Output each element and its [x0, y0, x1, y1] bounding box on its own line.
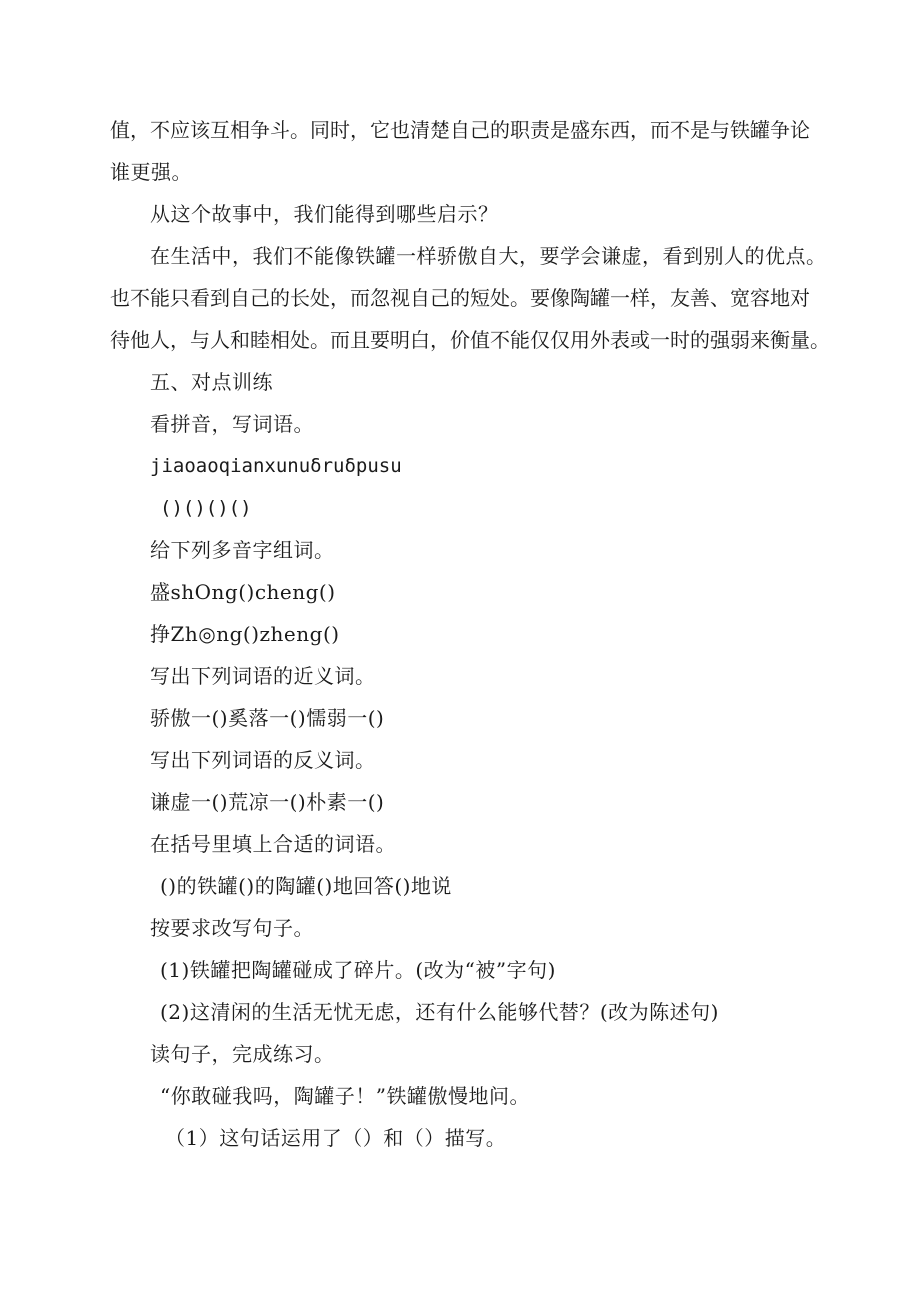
paragraph-line: 待他人，与人和睦相处。而且要明白，价值不能仅仅用外表或一时的强弱来衡量。	[110, 328, 830, 352]
exercise-item: (2)这清闲的生活无忧无虑，还有什么能够代替？(改为陈述句)	[160, 1000, 719, 1024]
exercise-item: （1）这句话运用了（）和（）描写。	[165, 1126, 507, 1150]
paragraph-line: 值，不应该互相争斗。同时，它也清楚自己的职责是盛东西，而不是与铁罐争论	[110, 118, 810, 142]
exercise-instruction: 读句子，完成练习。	[150, 1042, 335, 1066]
section-heading: 五、对点训练	[150, 370, 273, 394]
exercise-instruction: 在括号里填上合适的词语。	[150, 832, 396, 856]
exercise-item: (1)铁罐把陶罐碰成了碎片。(改为“被”字句)	[160, 958, 556, 982]
exercise-item: 盛shOng()cheng()	[150, 580, 336, 604]
exercise-instruction: 看拼音，写词语。	[150, 412, 314, 436]
answer-blanks: ()()()()	[160, 497, 252, 519]
paragraph-line: 在生活中，我们不能像铁罐一样骄傲自大，要学会谦虚，看到别人的优点。	[150, 244, 827, 268]
paragraph-line: 谁更强。	[110, 160, 192, 184]
exercise-instruction: 按要求改写句子。	[150, 916, 314, 940]
paragraph-line: 从这个故事中，我们能得到哪些启示？	[150, 202, 499, 226]
exercise-item: 挣Zh◎ng()zheng()	[150, 622, 340, 646]
exercise-instruction: 写出下列词语的反义词。	[150, 748, 376, 772]
paragraph-line: 也不能只看到自己的长处，而忽视自己的短处。要像陶罐一样，友善、宽容地对	[110, 286, 810, 310]
pinyin-prompt: jiaoaoqianxunuδruδpusu	[150, 455, 402, 477]
exercise-item: 谦虚一()荒凉一()朴素一()	[150, 790, 385, 814]
exercise-instruction: 写出下列词语的近义词。	[150, 664, 376, 688]
exercise-instruction: 给下列多音字组词。	[150, 538, 335, 562]
exercise-item: 骄傲一()奚落一()懦弱一()	[150, 706, 385, 730]
quoted-sentence: “你敢碰我吗，陶罐子！”铁罐傲慢地问。	[160, 1084, 530, 1108]
exercise-item: ()的铁罐()的陶罐()地回答()地说	[160, 874, 452, 898]
